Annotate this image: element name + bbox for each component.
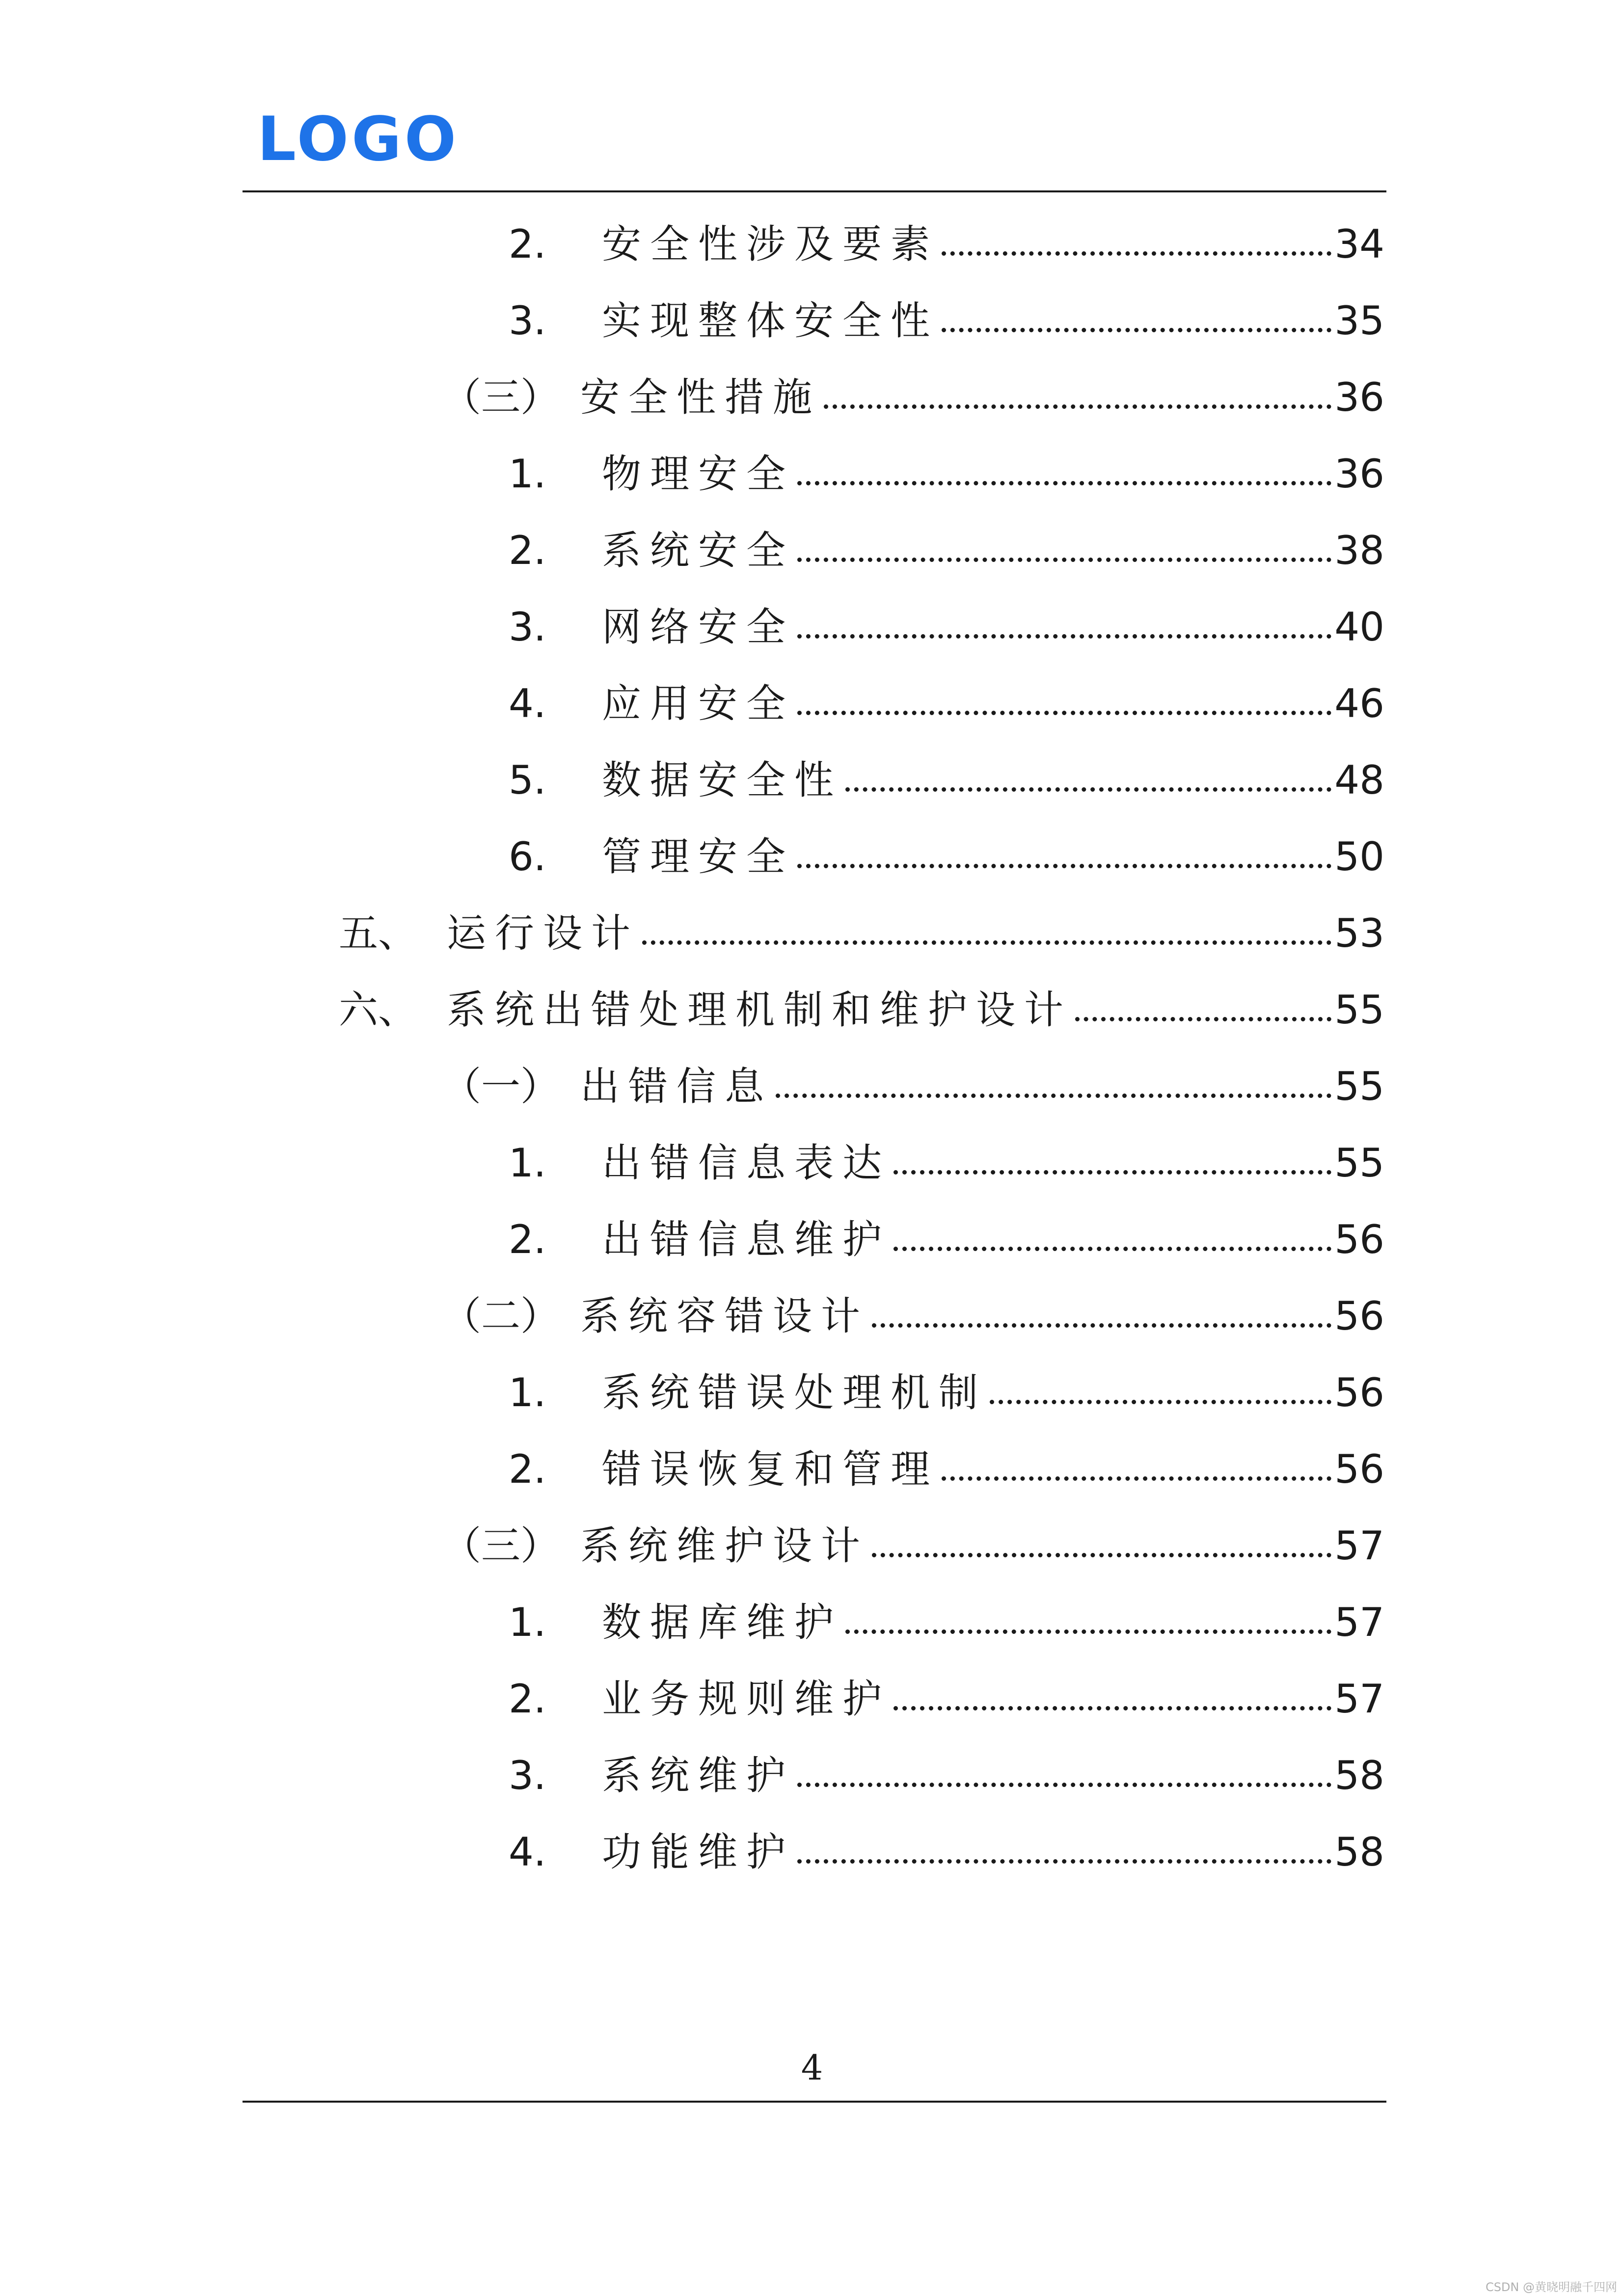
toc-entry-number: 6. <box>509 834 546 880</box>
toc-entry-page: 58 <box>1334 1753 1384 1798</box>
toc-entry-number: 3. <box>509 604 546 650</box>
toc-entry-title: 系统维护 <box>602 1753 794 1798</box>
footer-rule <box>243 2101 1386 2103</box>
toc-entry[interactable] <box>0 909 1384 958</box>
toc-entry-page: 58 <box>1334 1829 1384 1875</box>
toc-dot-leader <box>942 251 1331 256</box>
toc-dot-leader <box>797 481 1331 485</box>
toc-dot-leader <box>797 634 1331 639</box>
toc-entry-page: 53 <box>1334 910 1384 956</box>
toc-entry[interactable] <box>0 603 1384 652</box>
toc-entry-page: 46 <box>1334 681 1384 726</box>
toc-entry[interactable] <box>0 1598 1384 1647</box>
toc-entry[interactable] <box>0 1062 1384 1111</box>
toc-entry[interactable] <box>0 1675 1384 1724</box>
toc-entry[interactable] <box>0 756 1384 805</box>
page-number: 4 <box>801 2048 823 2088</box>
toc-dot-leader <box>797 1859 1331 1864</box>
toc-dot-leader <box>797 558 1331 562</box>
toc-entry[interactable] <box>0 1751 1384 1800</box>
toc-entry[interactable] <box>0 1215 1384 1264</box>
logo: LOGO <box>257 104 460 175</box>
toc-entry[interactable] <box>0 450 1384 499</box>
toc-entry-number: 1. <box>509 451 546 497</box>
toc-entry-title: 出错信息维护 <box>602 1217 891 1262</box>
toc-entry[interactable] <box>0 832 1384 881</box>
watermark: CSDN @黄晓明融千四网 <box>1485 2280 1617 2294</box>
toc-entry-page: 57 <box>1334 1523 1384 1569</box>
toc-entry-title: 安全性涉及要素 <box>602 221 939 267</box>
toc-entry-title: 出错信息 <box>580 1064 773 1109</box>
toc-entry-title: 功能维护 <box>602 1829 794 1875</box>
toc-entry-page: 35 <box>1334 298 1384 344</box>
toc-entry-number: 4. <box>509 1829 546 1875</box>
toc-dot-leader <box>893 1170 1331 1175</box>
toc-entry[interactable] <box>0 1522 1384 1571</box>
toc-entry-page: 57 <box>1334 1600 1384 1645</box>
toc-dot-leader <box>942 1476 1331 1481</box>
toc-dot-leader <box>872 1553 1331 1557</box>
toc-entry-title: 业务规则维护 <box>602 1676 891 1722</box>
toc-entry[interactable] <box>0 373 1384 422</box>
toc-entry[interactable] <box>0 526 1384 575</box>
toc-entry[interactable] <box>0 220 1384 269</box>
toc-dot-leader <box>872 1323 1331 1328</box>
toc-entry-title: 系统出错处理机制和维护设计 <box>447 987 1072 1033</box>
toc-entry-number: 2. <box>509 221 546 267</box>
toc-entry-title: 系统错误处理机制 <box>602 1370 987 1415</box>
toc-entry[interactable] <box>0 1292 1384 1341</box>
toc-dot-leader <box>893 1247 1331 1251</box>
toc-entry-title: 系统安全 <box>602 528 794 573</box>
toc-entry-number: 2. <box>509 1217 546 1262</box>
toc-entry-page: 48 <box>1334 757 1384 803</box>
toc-dot-leader <box>845 787 1331 792</box>
toc-entry-title: 出错信息表达 <box>602 1140 891 1186</box>
toc-entry-number: 3. <box>509 298 546 344</box>
toc-entry[interactable] <box>0 986 1384 1035</box>
toc-entry-number: 2. <box>509 1446 546 1492</box>
toc-entry-title: 运行设计 <box>447 910 639 956</box>
toc-entry-title: 安全性措施 <box>580 374 821 420</box>
toc-entry-number: 六、 <box>339 987 417 1033</box>
toc-entry-page: 55 <box>1334 1064 1384 1109</box>
toc-entry[interactable] <box>0 1368 1384 1417</box>
toc-entry-number: （一） <box>442 1064 560 1109</box>
toc-entry-number: （三） <box>442 1523 560 1569</box>
toc-dot-leader <box>845 1629 1331 1634</box>
toc-entry-page: 38 <box>1334 528 1384 573</box>
toc-entry-title: 管理安全 <box>602 834 794 880</box>
toc-entry-title: 数据安全性 <box>602 757 842 803</box>
toc-entry-page: 36 <box>1334 374 1384 420</box>
toc-entry-number: 3. <box>509 1753 546 1798</box>
toc-dot-leader <box>824 404 1331 409</box>
toc-dot-leader <box>893 1706 1331 1710</box>
toc-entry[interactable] <box>0 679 1384 728</box>
toc-dot-leader <box>797 711 1331 715</box>
toc-entry-page: 50 <box>1334 834 1384 880</box>
toc-dot-leader <box>1075 1017 1331 1021</box>
toc-entry-title: 系统容错设计 <box>580 1293 869 1339</box>
toc-entry[interactable] <box>0 296 1384 346</box>
toc-entry-title: 系统维护设计 <box>580 1523 869 1569</box>
toc-dot-leader <box>990 1400 1331 1404</box>
toc-entry-number: （二） <box>442 1293 560 1339</box>
toc-entry-number: 1. <box>509 1140 546 1186</box>
toc-entry-number: 5. <box>509 757 546 803</box>
toc-entry-number: 2. <box>509 1676 546 1722</box>
toc-entry-number: 4. <box>509 681 546 726</box>
toc-entry-number: 1. <box>509 1600 546 1645</box>
toc-entry-page: 57 <box>1334 1676 1384 1722</box>
toc-entry-number: （三） <box>442 374 560 420</box>
toc-entry-title: 网络安全 <box>602 604 794 650</box>
toc-entry[interactable] <box>0 1828 1384 1877</box>
toc-entry-page: 40 <box>1334 604 1384 650</box>
header-rule <box>243 190 1386 192</box>
toc-entry-page: 56 <box>1334 1217 1384 1262</box>
toc-entry-page: 55 <box>1334 1140 1384 1186</box>
toc-entry[interactable] <box>0 1445 1384 1494</box>
toc-entry-title: 实现整体安全性 <box>602 298 939 344</box>
toc-entry-page: 56 <box>1334 1446 1384 1492</box>
toc-entry-number: 2. <box>509 528 546 573</box>
toc-entry-page: 56 <box>1334 1370 1384 1415</box>
toc-entry-title: 错误恢复和管理 <box>602 1446 939 1492</box>
toc-entry-number: 1. <box>509 1370 546 1415</box>
toc-entry-page: 36 <box>1334 451 1384 497</box>
toc-entry-page: 34 <box>1334 221 1384 267</box>
toc-dot-leader <box>942 328 1331 332</box>
toc-entry-title: 物理安全 <box>602 451 794 497</box>
toc-entry-number: 五、 <box>339 910 417 956</box>
toc-dot-leader <box>797 1783 1331 1787</box>
toc-entry-title: 应用安全 <box>602 681 794 726</box>
toc-entry[interactable] <box>0 1139 1384 1188</box>
toc-entry-page: 56 <box>1334 1293 1384 1339</box>
toc-dot-leader <box>642 940 1331 945</box>
toc-entry-title: 数据库维护 <box>602 1600 842 1645</box>
toc-dot-leader <box>797 864 1331 868</box>
toc-dot-leader <box>776 1094 1331 1098</box>
toc-entry-page: 55 <box>1334 987 1384 1033</box>
